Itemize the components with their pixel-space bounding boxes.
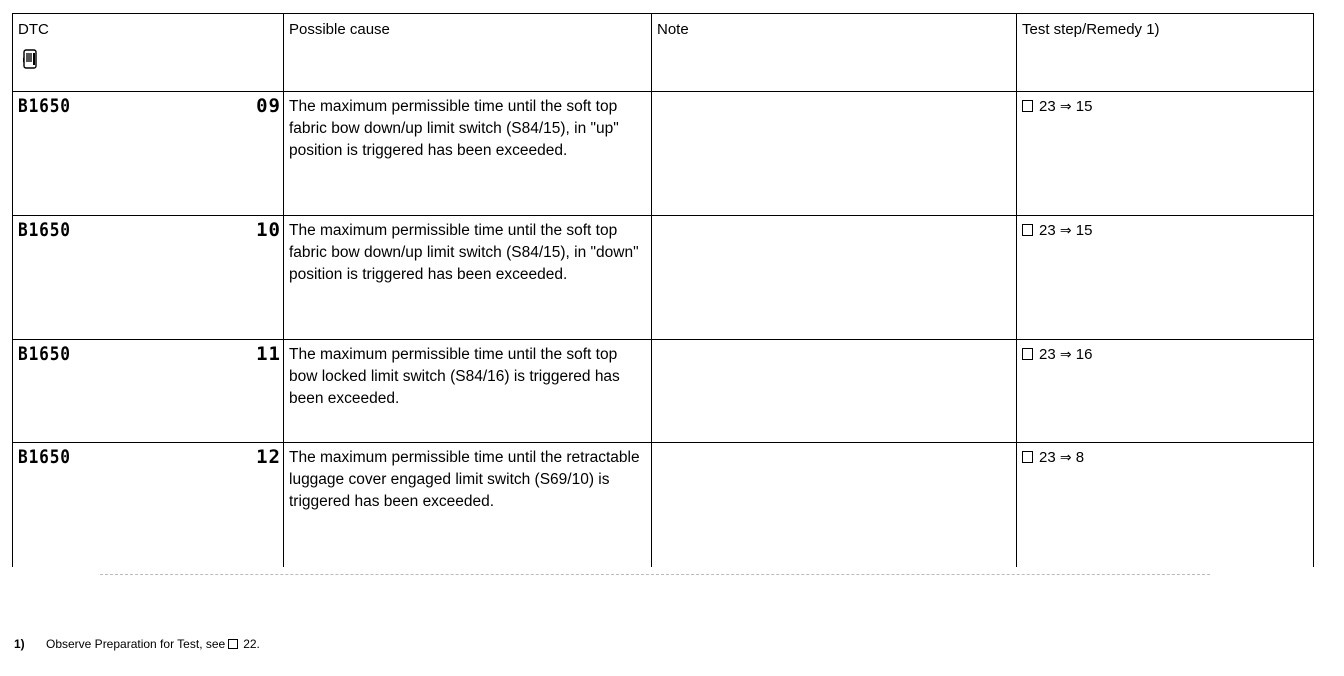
dtc-code: B1650 xyxy=(18,446,71,468)
test-cell xyxy=(1017,216,1314,340)
test-cell xyxy=(1017,92,1314,216)
footnote xyxy=(14,637,260,651)
note-cell xyxy=(652,340,1017,443)
cause-text: The maximum permissible time until the retractable luggage cover engaged limit switch (S69/10) is triggered has been exceeded. xyxy=(289,449,640,510)
table-cut-line xyxy=(100,574,1210,575)
test-target: 16 xyxy=(1075,346,1093,363)
arrow-icon: ⇒ xyxy=(1059,347,1072,363)
table-row xyxy=(13,443,1314,568)
document-ref-icon xyxy=(1022,348,1033,360)
dtc-code: B1650 xyxy=(18,343,71,365)
header-dtc-label: DTC xyxy=(18,21,49,38)
dtc-cell xyxy=(13,340,284,443)
dtc-subcode: 11 xyxy=(256,343,281,365)
dtc-subcode: 10 xyxy=(256,219,281,241)
dtc-code: B1650 xyxy=(18,95,71,117)
test-step-link[interactable] xyxy=(1022,222,1092,239)
cause-text: The maximum permissible time until the soft top fabric bow down/up limit switch (S84/15), in "down" position is triggered has been exceeded. xyxy=(289,222,639,283)
test-target: 15 xyxy=(1075,98,1093,115)
test-ref: 23 xyxy=(1039,449,1056,466)
test-ref: 23 xyxy=(1039,98,1056,115)
cause-text: The maximum permissible time until the soft top bow locked limit switch (S84/16) is triggered has been exceeded. xyxy=(289,346,620,407)
dtc-code: B1650 xyxy=(18,219,71,241)
document-ref-icon xyxy=(228,639,238,649)
test-step-link[interactable] xyxy=(1022,98,1092,115)
table-header-row xyxy=(13,14,1314,92)
document-ref-icon xyxy=(1022,224,1033,236)
test-step-link[interactable] xyxy=(1022,449,1084,466)
dtc-table xyxy=(12,13,1314,567)
arrow-icon: ⇒ xyxy=(1059,223,1072,239)
table-row xyxy=(13,340,1314,443)
cause-cell xyxy=(284,443,652,568)
test-ref: 23 xyxy=(1039,346,1056,363)
dtc-subcode: 12 xyxy=(256,446,281,468)
footnote-ref[interactable]: 22. xyxy=(243,637,260,651)
header-test: Test step/Remedy 1) xyxy=(1017,14,1314,92)
note-cell xyxy=(652,92,1017,216)
cause-cell xyxy=(284,216,652,340)
cause-cell xyxy=(284,92,652,216)
test-target: 8 xyxy=(1075,449,1085,466)
arrow-icon: ⇒ xyxy=(1059,450,1072,466)
dtc-subcode: 09 xyxy=(256,95,281,117)
tester-icon xyxy=(23,49,37,69)
dtc-cell xyxy=(13,92,284,216)
header-cause: Possible cause xyxy=(284,14,652,92)
dtc-cell xyxy=(13,216,284,340)
document-ref-icon xyxy=(1022,451,1033,463)
note-cell xyxy=(652,216,1017,340)
dtc-cell xyxy=(13,443,284,568)
arrow-icon: ⇒ xyxy=(1059,99,1072,115)
table-row xyxy=(13,216,1314,340)
header-dtc xyxy=(13,14,284,92)
header-note: Note xyxy=(652,14,1017,92)
test-step-link[interactable] xyxy=(1022,346,1092,363)
test-cell xyxy=(1017,443,1314,568)
footnote-text: Observe Preparation for Test, see xyxy=(46,637,226,651)
test-ref: 23 xyxy=(1039,222,1056,239)
note-cell xyxy=(652,443,1017,568)
document-ref-icon xyxy=(1022,100,1033,112)
cause-cell xyxy=(284,340,652,443)
test-target: 15 xyxy=(1075,222,1093,239)
footnote-mark: 1) xyxy=(14,637,25,651)
cause-text: The maximum permissible time until the soft top fabric bow down/up limit switch (S84/15), in "up" position is triggered has been exceeded. xyxy=(289,98,619,159)
test-cell xyxy=(1017,340,1314,443)
table-row xyxy=(13,92,1314,216)
